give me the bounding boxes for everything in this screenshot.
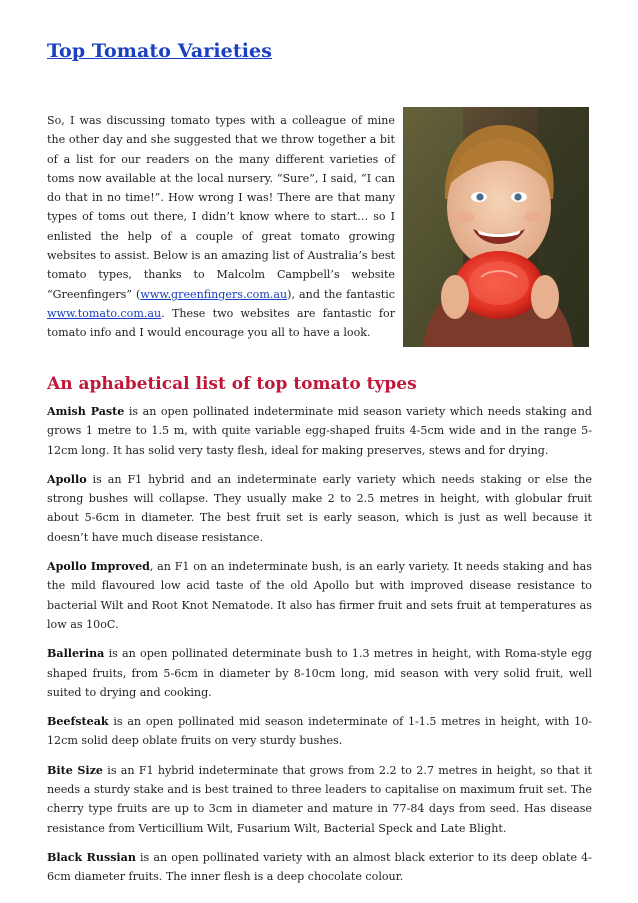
section-heading: An aphabetical list of top tomato types xyxy=(47,374,417,394)
intro-text-3: . These two websites are fantastic for tomato info and I would encourage you all to have a look. xyxy=(47,306,395,340)
variety-name: Black Russian xyxy=(47,850,136,864)
tomato-com-link[interactable]: www.tomato.com.au xyxy=(47,306,162,320)
variety-name: Apollo xyxy=(47,472,87,486)
variety-entry-bite-size xyxy=(47,761,592,838)
variety-entry-apollo xyxy=(47,470,592,547)
variety-name: Beefsteak xyxy=(47,715,109,729)
intro-text-1: So, I was discussing tomato types with a colleague of mine the other day and she suggested that we throw together a bit of a list for our readers on the many different varieties of toms now available at the local nursery. “Sure”, I said, “I can do that in no time!”. How wrong I was! There are that many types of toms out there, I didn’t know where to start… so I enlisted the help of a couple of great tomato growing websites to assist. Below is an amazing list of Australia’s best tomato types, thanks to Malcolm Campbell’s website “Greenfingers” ( xyxy=(47,114,395,301)
child-with-tomato-photo xyxy=(403,107,589,347)
variety-entry-beefsteak xyxy=(47,712,592,751)
article-title[interactable]: Top Tomato Varieties xyxy=(47,40,273,62)
variety-name: Bite Size xyxy=(47,763,103,777)
variety-entry-amish-paste xyxy=(47,402,592,460)
variety-name: Ballerina xyxy=(47,647,105,661)
intro-paragraph xyxy=(47,111,395,343)
variety-entry-apollo-improved xyxy=(47,557,592,634)
variety-description: is an open pollinated variety with an almost black exterior to its deep oblate 4-6cm diameter fruits. The inner flesh is a deep chocolate colour. xyxy=(47,850,592,884)
intro-text-2: ), and the fantastic xyxy=(287,287,395,301)
greenfingers-link[interactable]: www.greenfingers.com.au xyxy=(140,287,288,301)
variety-description: is an F1 hybrid indeterminate that grows from 2.2 to 2.7 metres in height, so that it needs a sturdy stake and is best trained to three leaders to capitalise on maximum fruit set. The cherry type fruits are up to 3cm in diameter and mature in 77-84 days from seed. Has disease resistance from Verticillium Wilt, Fusarium Wilt, Bacterial Speck and Late Blight. xyxy=(47,763,592,835)
variety-name: Amish Paste xyxy=(47,405,125,418)
variety-description: is an open pollinated mid season indeterminate of 1-1.5 metres in height, with 10-12cm solid deep oblate fruits on very sturdy bushes. xyxy=(47,715,592,748)
variety-description: is an open pollinated indeterminate mid season variety which needs staking and grows 1 metre to 1.5 m, with quite variable egg-shaped fruits 4-5cm wide and in the range 5-12cm long. It has solid very tasty flesh, ideal for making preserves, stews and for drying. xyxy=(47,405,592,457)
variety-description: is an open pollinated determinate bush to 1.3 metres in height, with Roma-style egg shaped fruits, from 5-6cm in diameter by 8-10cm long, mid season with very solid fruit, well suited to drying and cooking. xyxy=(47,647,592,699)
variety-description: is an F1 hybrid and an indeterminate early variety which needs staking or else the strong bushes will collapse. They usually make 2 to 2.5 metres in height, with globular fruit about 5-6cm in diameter. The best fruit set is early season, which is just as well because it doesn’t have much disease resistance. xyxy=(47,472,592,544)
variety-list xyxy=(47,402,592,897)
variety-entry-black-russian xyxy=(47,848,592,887)
variety-name: Apollo Improved xyxy=(47,560,150,574)
variety-description: , an F1 on an indeterminate bush, is an early variety. It needs staking and has the mild flavoured low acid taste of the old Apollo but with improved disease resistance to bacterial Wilt and Root Knot Nematode. It also has firmer fruit and sets fruit at temperatures as low as 10oC. xyxy=(47,560,592,631)
variety-entry-ballerina xyxy=(47,644,592,702)
